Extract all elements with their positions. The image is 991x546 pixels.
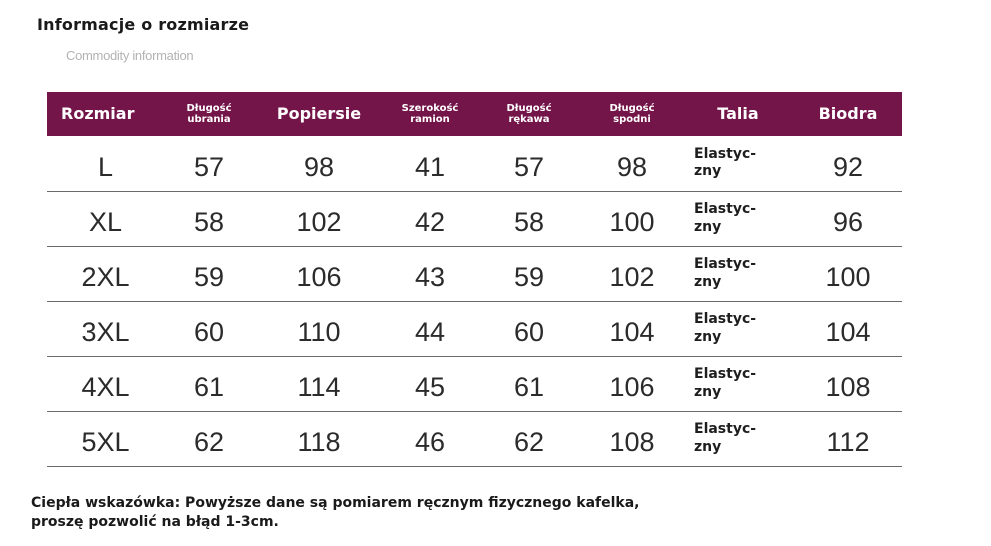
cell-shoulder: 45	[414, 372, 446, 402]
cell-length: 57	[193, 151, 225, 182]
column-header-label: Długość	[506, 102, 552, 114]
cell-size: 5XL	[81, 427, 130, 457]
waist-text-line: Elastyc-	[694, 145, 757, 162]
cell-size: XL	[88, 207, 123, 237]
cell-size: 3XL	[81, 317, 130, 347]
note-line: Ciepła wskazówka: Powyższe dane są pomiarem ręcznym fizycznego kafelka,	[31, 495, 640, 511]
column-header-label: spodni	[613, 114, 651, 125]
column-header-label: ramion	[410, 114, 450, 125]
cell-hips: 100	[825, 262, 871, 292]
page-subtitle: Commodity information	[66, 48, 194, 63]
column-header-sleeve	[476, 92, 582, 136]
cell-waist	[682, 136, 794, 191]
cell-hips: 108	[825, 372, 871, 402]
waist-text-line: zny	[694, 218, 722, 235]
cell-pants: 102	[609, 262, 655, 292]
column-header-pants	[582, 92, 682, 136]
column-header-label: Talia	[717, 103, 759, 123]
column-header-length	[164, 92, 254, 136]
size-table	[47, 92, 902, 467]
column-header-shoulder	[384, 92, 476, 136]
cell-shoulder: 42	[414, 207, 446, 237]
cell-waist	[682, 301, 794, 356]
waist-text-line: Elastyc-	[694, 201, 757, 217]
waist-text-line: Elastyc-	[694, 311, 757, 327]
cell-waist	[682, 356, 794, 411]
cell-sleeve: 60	[513, 317, 545, 347]
cell-size: 2XL	[81, 262, 130, 292]
table-row	[47, 246, 902, 301]
table-row	[47, 301, 902, 356]
cell-length: 61	[193, 372, 225, 402]
cell-hips: 92	[832, 151, 864, 182]
waist-text-line: Elastyc-	[694, 256, 757, 272]
cell-length: 62	[193, 427, 225, 457]
cell-shoulder: 46	[414, 427, 446, 457]
cell-hips: 96	[832, 207, 864, 237]
cell-shoulder: 43	[414, 262, 446, 292]
note-line: proszę pozwolić na błąd 1-3cm.	[31, 513, 279, 530]
cell-hips: 112	[826, 427, 870, 457]
table-header-row	[47, 92, 902, 136]
cell-bust: 110	[297, 317, 341, 347]
waist-text-line: zny	[694, 273, 722, 290]
table-row	[47, 191, 902, 246]
column-header-label: Długość	[609, 102, 655, 114]
column-header-bust	[254, 92, 384, 136]
cell-sleeve: 58	[513, 207, 545, 237]
column-header-hips	[794, 92, 902, 136]
cell-bust: 118	[297, 427, 341, 457]
cell-pants: 98	[616, 151, 648, 182]
cell-length: 58	[193, 207, 225, 237]
cell-hips: 104	[825, 317, 871, 347]
cell-bust: 106	[296, 262, 342, 292]
cell-pants: 106	[609, 372, 655, 402]
waist-text-line: zny	[694, 163, 722, 180]
cell-sleeve: 57	[513, 151, 545, 182]
waist-text-line: zny	[694, 438, 722, 455]
cell-size: 4XL	[81, 372, 130, 402]
cell-sleeve: 62	[513, 427, 545, 457]
column-header-size	[47, 92, 164, 136]
page-title: Informacje o rozmiarze	[37, 15, 250, 34]
cell-length: 59	[193, 262, 225, 292]
cell-bust: 114	[297, 372, 341, 402]
measurement-note	[31, 494, 640, 532]
table-row	[47, 136, 902, 191]
cell-shoulder: 44	[414, 317, 446, 347]
column-header-label: Rozmiar	[61, 103, 135, 123]
column-header-label: Szerokość	[401, 102, 459, 114]
table-row	[47, 411, 902, 466]
column-header-label: Popiersie	[276, 103, 362, 123]
cell-bust: 102	[296, 207, 342, 237]
column-header-label: Biodra	[818, 103, 878, 123]
cell-pants: 104	[609, 317, 655, 347]
cell-pants: 108	[609, 427, 655, 457]
cell-shoulder: 41	[414, 151, 446, 182]
cell-size: L	[97, 151, 114, 182]
cell-length: 60	[193, 317, 225, 347]
waist-text-line: Elastyc-	[694, 421, 757, 437]
cell-sleeve: 61	[513, 372, 545, 402]
cell-waist	[682, 246, 794, 301]
cell-bust: 98	[303, 151, 335, 182]
column-header-waist	[682, 92, 794, 136]
cell-sleeve: 59	[513, 262, 545, 292]
table-row	[47, 356, 902, 411]
cell-waist	[682, 191, 794, 246]
cell-waist	[682, 411, 794, 466]
waist-text-line: Elastyc-	[694, 366, 757, 382]
column-header-label: rękawa	[508, 114, 550, 125]
column-header-label: Długość	[186, 102, 232, 114]
cell-pants: 100	[609, 207, 655, 237]
waist-text-line: zny	[694, 328, 722, 345]
waist-text-line: zny	[694, 383, 722, 400]
column-header-label: ubrania	[187, 114, 231, 125]
